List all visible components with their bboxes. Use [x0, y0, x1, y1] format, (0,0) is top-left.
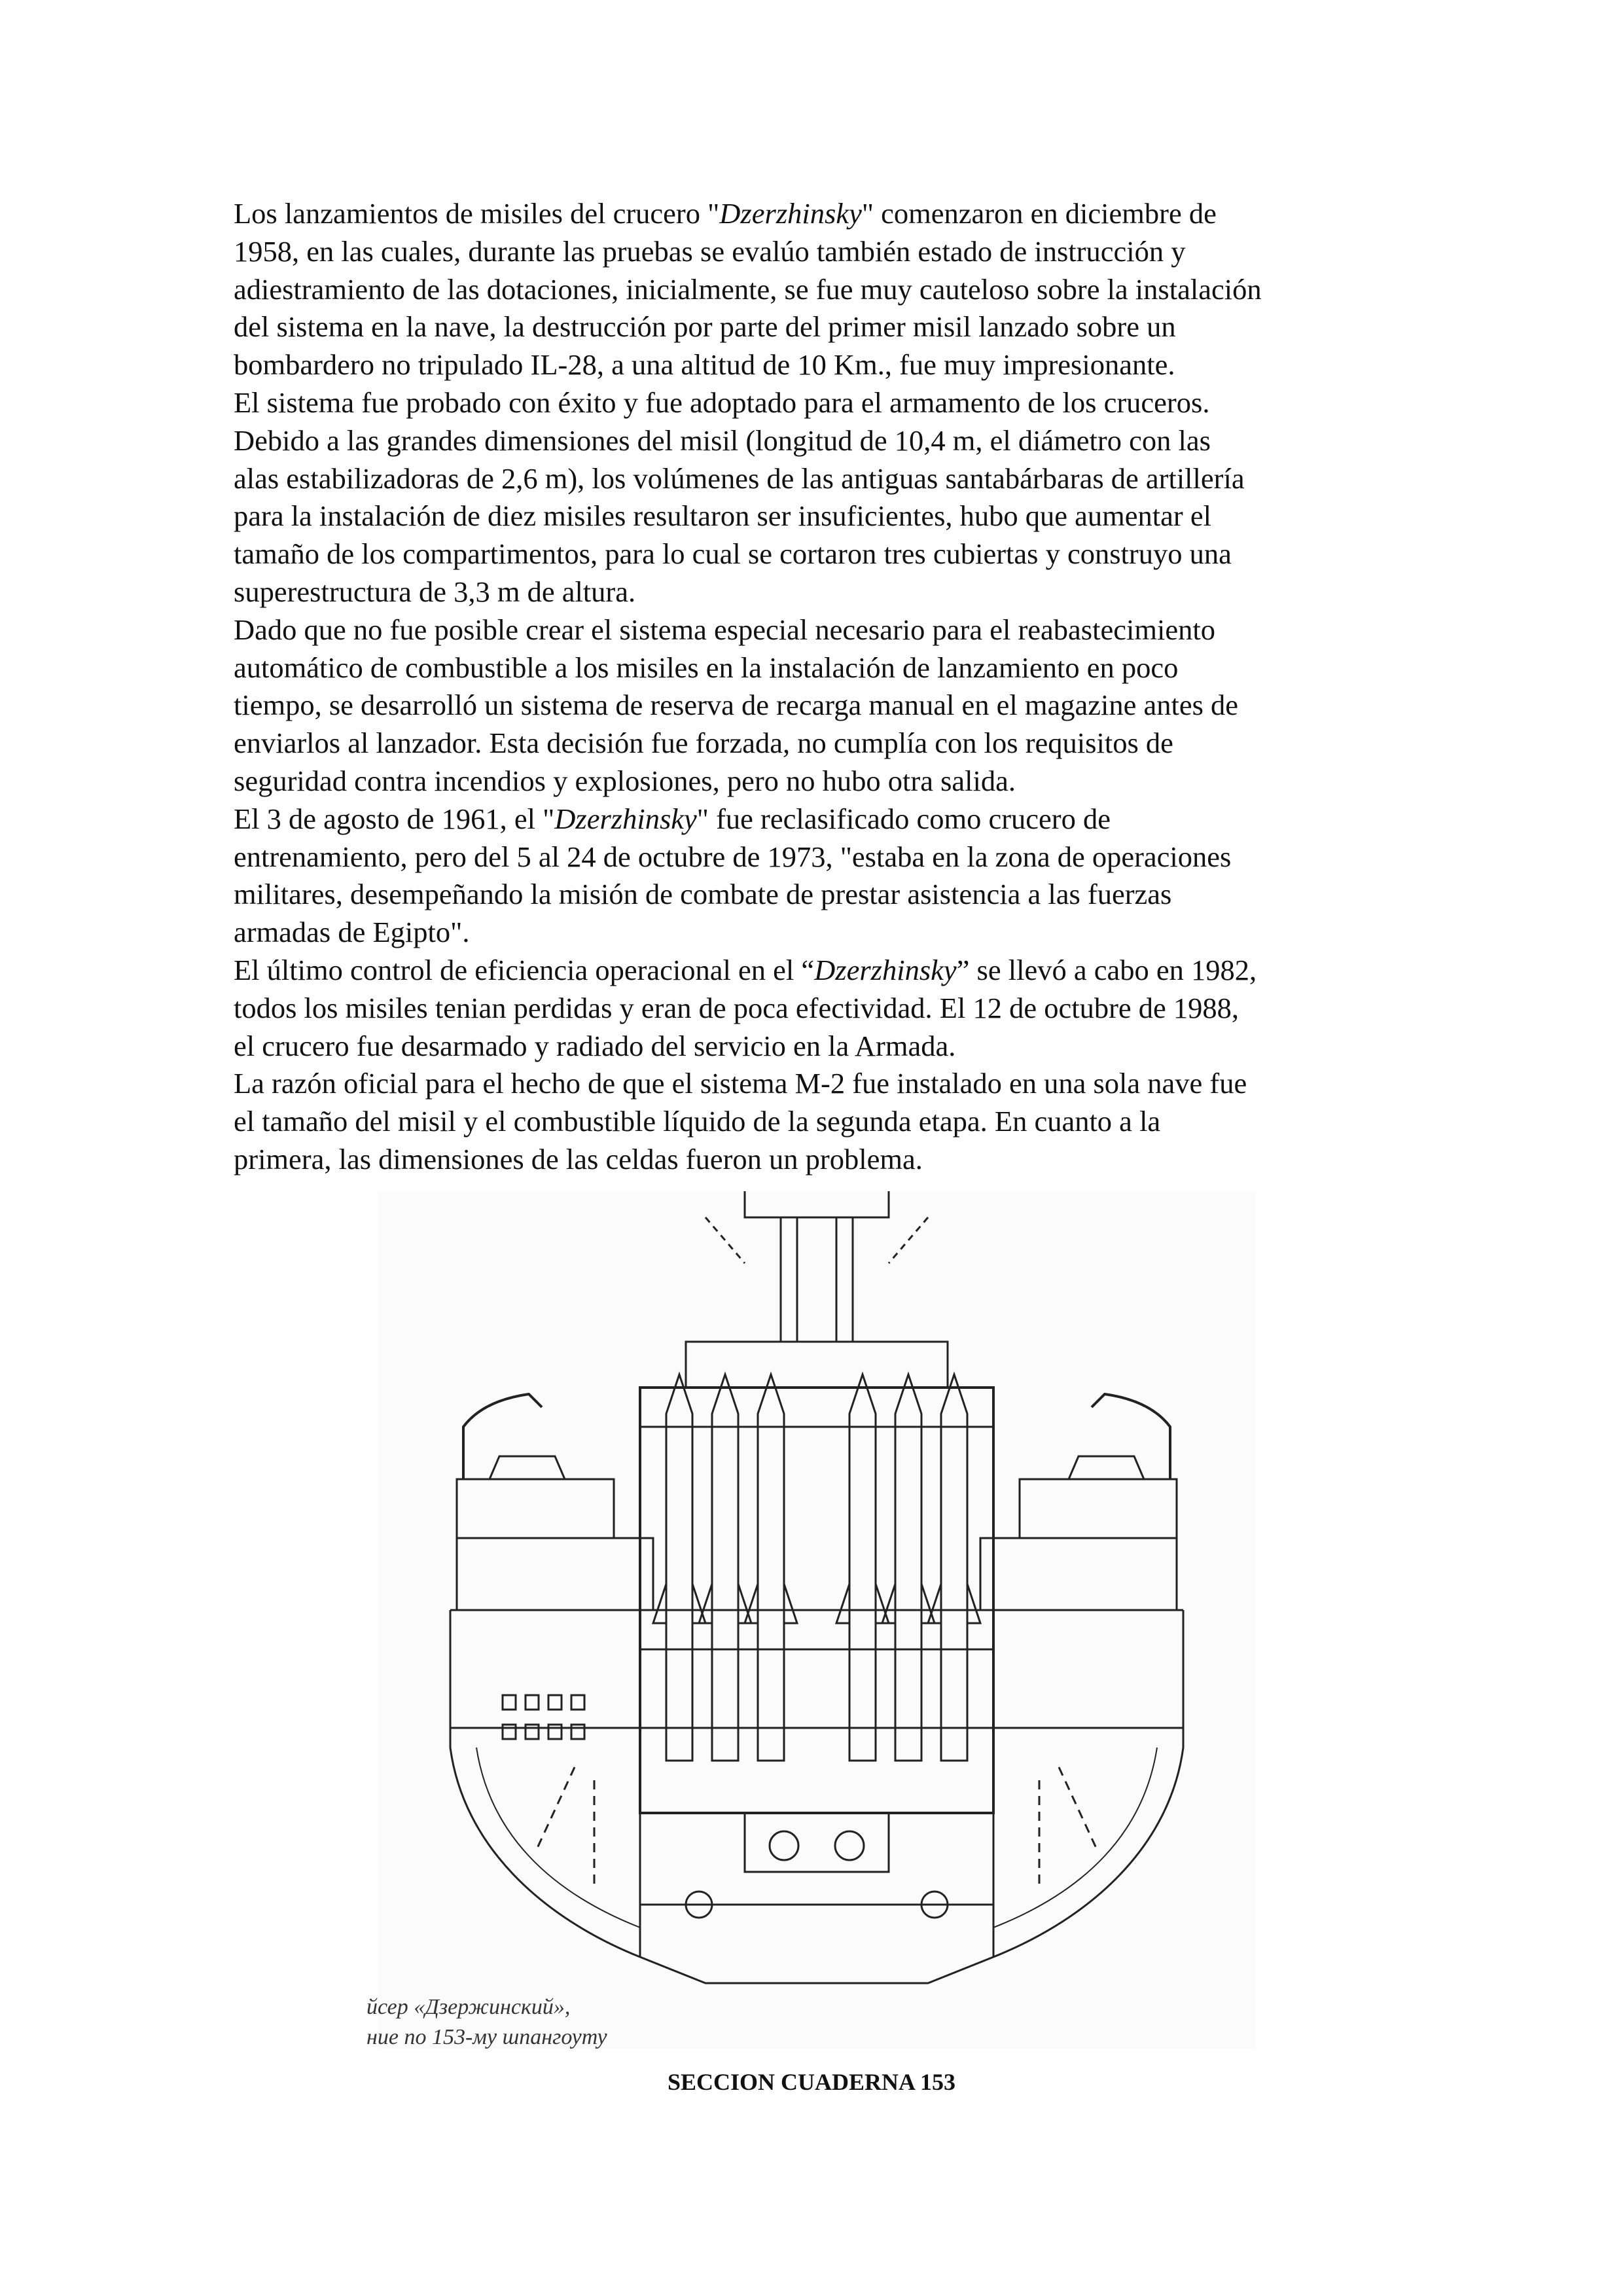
text-line: alas estabilizadoras de 2,6 m), los volúmenes de las antiguas santabárbaras de artillería	[234, 461, 1245, 495]
figure-caption-russian-line-1: йсер «Дзержинский»,	[366, 1995, 571, 2019]
text-segment: El último control de eficiencia operacional en el “	[234, 953, 815, 986]
text-line: primera, las dimensiones de las celdas fueron un problema.	[234, 1142, 923, 1175]
ship-name-italic: Dzerzhinsky	[719, 197, 862, 230]
text-line	[234, 195, 1412, 233]
text-line: el crucero fue desarmado y radiado del servicio en la Armada.	[234, 1029, 956, 1062]
text-segment: " comenzaron en diciembre de	[861, 197, 1217, 230]
text-segment: Los lanzamientos de misiles del crucero "	[234, 197, 720, 230]
text-line: del sistema en la nave, la destrucción por parte del primer misil lanzado sobre un	[234, 310, 1176, 344]
text-line: 1958, en las cuales, durante las pruebas se evalúo también estado de instrucción y	[234, 234, 1186, 268]
text-line: entrenamiento, pero del 5 al 24 de octubre de 1973, "estaba en la zona de operaciones	[234, 840, 1232, 873]
text-line: el tamaño del misil y el combustible líquido de la segunda etapa. En cuanto a la	[234, 1105, 1161, 1138]
text-segment: El 3 de agosto de 1961, el "	[234, 802, 555, 835]
text-line: militares, desempeñando la misión de combate de prestar asistencia a las fuerzas	[234, 878, 1172, 911]
ship-name-italic: Dzerzhinsky	[554, 802, 697, 835]
text-line: El sistema fue probado con éxito y fue adoptado para el armamento de los cruceros.	[234, 386, 1210, 419]
ship-name-italic: Dzerzhinsky	[814, 953, 957, 986]
text-line: La razón oficial para el hecho de que el sistema M-2 fue instalado en una sola nave fue	[234, 1067, 1247, 1100]
figure-caption: SECCION CUADERNA 153	[667, 2069, 956, 2095]
text-line: adiestramiento de las dotaciones, inicialmente, se fue muy cauteloso sobre la instalación	[234, 272, 1262, 306]
text-line: Debido a las grandes dimensiones del misil (longitud de 10,4 m, el diámetro con las	[234, 423, 1211, 457]
text-line: todos los misiles tenian perdidas y eran de poca efectividad. El 12 de octubre de 1988,	[234, 991, 1240, 1024]
text-line: armadas de Egipto".	[234, 916, 470, 949]
text-segment: ” se llevó a cabo en 1982,	[956, 953, 1257, 986]
text-line	[234, 952, 1412, 990]
text-segment: " fue reclasificado como crucero de	[696, 802, 1111, 835]
text-line: tamaño de los compartimentos, para lo cual se cortaron tres cubiertas y construyo una	[234, 537, 1232, 571]
text-line: enviarlos al lanzador. Esta decisión fue forzada, no cumplía con los requisitos de	[234, 726, 1173, 760]
cross-section-illustration	[378, 1191, 1255, 2049]
figure-caption-russian-line-2: ние по 153-му шпангоуту	[366, 2025, 607, 2049]
text-line: tiempo, se desarrolló un sistema de reserva de recarga manual en el magazine antes de	[234, 689, 1239, 722]
body-text	[234, 195, 1412, 1179]
text-line: bombardero no tripulado IL-28, a una altitud de 10 Km., fue muy impresionante.	[234, 348, 1175, 382]
text-line: Dado que no fue posible crear el sistema especial necesario para el reabastecimiento	[234, 613, 1215, 646]
text-line	[234, 800, 1412, 838]
text-line: automático de combustible a los misiles en la instalación de lanzamiento en poco	[234, 651, 1179, 684]
text-line: seguridad contra incendios y explosiones, pero no hubo otra salida.	[234, 764, 1016, 797]
ship-section-drawing	[378, 1191, 1255, 2049]
text-line: para la instalación de diez misiles resultaron ser insuficientes, hubo que aumentar el	[234, 499, 1211, 533]
text-line: superestructura de 3,3 m de altura.	[234, 575, 636, 608]
